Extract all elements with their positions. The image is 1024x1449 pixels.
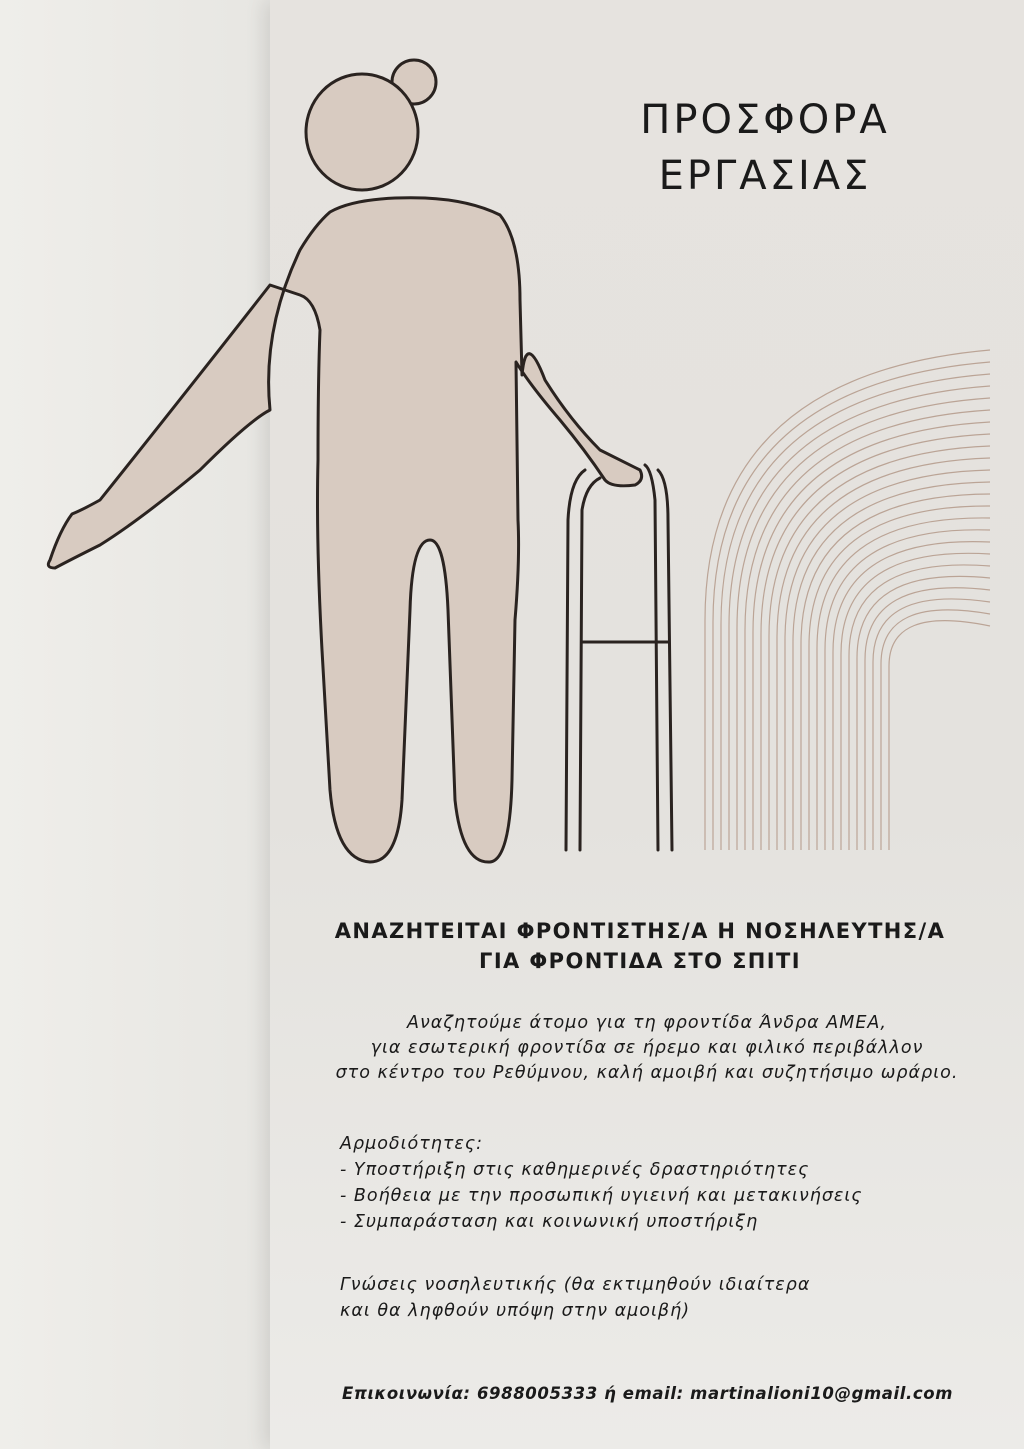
contact-info: Επικοινωνία: 6988005333 ή email: martinalioni10@gmail.com [342, 1384, 954, 1403]
headline-line-1: ΑΝΑΖΗΤΕΙΤΑΙ ΦΡΟΝΤΙΣΤΗΣ/Α Η ΝΟΣΗΛΕΥΤΗΣ/Α [334, 919, 946, 943]
title-line-1: ΠΡΟΣΦΟΡΑ [640, 97, 890, 143]
knowledge-line: και θα ληφθούν υπόψη στην αμοιβή) [340, 1301, 691, 1321]
duty-item: - Συμπαράσταση και κοινωνική υποστήριξη [340, 1212, 759, 1232]
intro-line: στο κέντρο του Ρεθύμνου, καλή αμοιβή και συζητήσιμο ωράριο. [335, 1063, 959, 1083]
arch-lines-decoration [705, 350, 990, 850]
title-line-2: ΕΡΓΑΣΙΑΣ [658, 153, 872, 199]
headline-line-2: ΓΙΑ ΦΡΟΝΤΙΔΑ ΣΤΟ ΣΠΙΤΙ [479, 949, 801, 973]
intro-line: για εσωτερική φροντίδα σε ήρεμο και φιλικό περιβάλλον [370, 1038, 924, 1058]
elderly-person-with-walker-line-art [48, 60, 641, 862]
duties-heading: Αρμοδιότητες: [340, 1134, 484, 1154]
walker-frame [566, 465, 672, 850]
offer-title [595, 92, 935, 204]
job-description [270, 1011, 1024, 1086]
duty-item: - Υποστήριξη στις καθημερινές δραστηριότητες [340, 1160, 810, 1180]
intro-line: Αναζητούμε άτομο για τη φροντίδα Άνδρα ΑΜΕΑ, [407, 1013, 887, 1033]
knowledge-line: Γνώσεις νοσηλευτικής (θα εκτιμηθούν ιδιαίτερα [340, 1275, 811, 1295]
knowledge-note [340, 1272, 1000, 1324]
duties-section [340, 1131, 1000, 1235]
duty-item: - Βοήθεια με την προσωπική υγιεινή και μετακινήσεις [340, 1186, 863, 1206]
job-headline [290, 916, 990, 976]
